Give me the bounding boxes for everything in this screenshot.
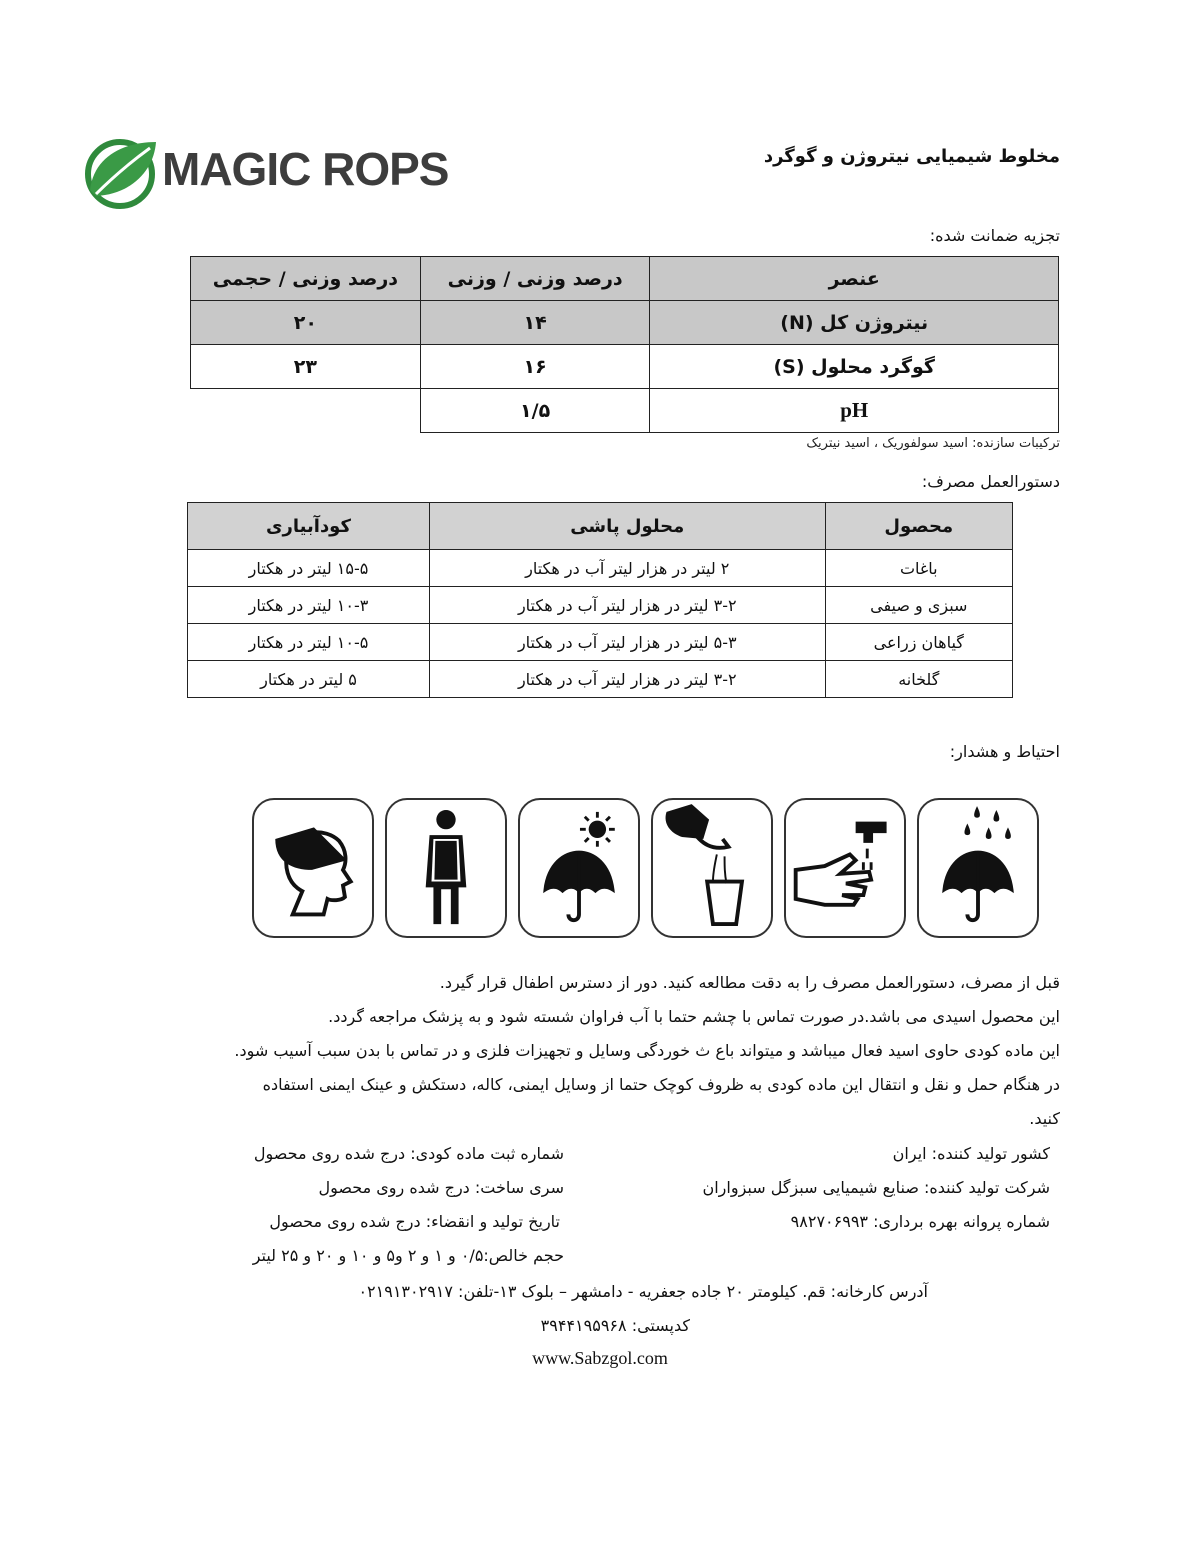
pour-into-cup-icon (651, 798, 773, 938)
volume-info: حجم خالص:۰/۵ و ۱ و ۲ و۵ و ۱۰ و ۲۰ و ۲۵ لیتر (252, 1246, 564, 1265)
column-header: درصد وزنی / وزنی (420, 257, 650, 301)
table-cell: نیتروژن کل (N) (650, 301, 1059, 345)
analysis-label: تجزیه ضمانت شده: (929, 226, 1060, 245)
table-cell: گوگرد محلول (S) (650, 345, 1059, 389)
table-row (188, 624, 1013, 661)
table-header-row (191, 257, 1059, 301)
table-cell: ۱۶ (420, 345, 650, 389)
table-row (188, 587, 1013, 624)
table-cell: ۱۰-۳ لیتر در هکتار (188, 587, 430, 624)
table-cell: ۳-۲ لیتر در هزار لیتر آب در هکتار (429, 661, 825, 698)
table-row (188, 661, 1013, 698)
registration-info: شماره ثبت ماده کودی: درج شده روی محصول (253, 1144, 564, 1163)
table-cell: ۱۴ (420, 301, 650, 345)
table-cell: ۲۰ (191, 301, 421, 345)
leaf-logo-icon (84, 136, 160, 210)
batch-info: سری ساخت: درج شده روی محصول (318, 1178, 564, 1197)
table-cell (191, 389, 421, 433)
analysis-table (190, 256, 1059, 433)
warning-line: در هنگام حمل و نقل و انتقال این ماده کودی به ظروف کوچک حتما از وسایل ایمنی، کاله، دستکش و عینک ایمنی استفاده (262, 1075, 1060, 1094)
table-cell: گلخانه (825, 661, 1012, 698)
brand-logo (84, 136, 449, 210)
face-shield-icon (252, 798, 374, 938)
table-row (191, 389, 1059, 433)
column-header: کودآبیاری (188, 503, 430, 550)
table-cell: ۲۳ (191, 345, 421, 389)
umbrella-sun-icon (518, 798, 640, 938)
table-row (188, 550, 1013, 587)
document-title: مخلوط شیمیایی نیتروژن و گوگرد (763, 146, 1060, 167)
table-header-row (188, 503, 1013, 550)
table-cell: سبزی و صیفی (825, 587, 1012, 624)
table-cell: pH (650, 389, 1059, 433)
components-note: ترکیبات سازنده: اسید سولفوریک ، اسید نیتریک (806, 436, 1060, 451)
country-info: کشور تولید کننده: ایران (892, 1144, 1050, 1163)
umbrella-rain-icon (917, 798, 1039, 938)
column-header: عنصر (650, 257, 1059, 301)
warning-line: این ماده کودی حاوی اسید فعال میباشد و میتواند باع ث خوردگی وسایل و تجهیزات فلزی و در تماس با بدن سبب آسیب شود. (234, 1041, 1060, 1060)
table-cell: ۱۰-۵ لیتر در هکتار (188, 624, 430, 661)
table-cell: ۵-۳ لیتر در هزار لیتر آب در هکتار (429, 624, 825, 661)
usage-label: دستورالعمل مصرف: (921, 472, 1060, 491)
table-cell: ۱/۵ (420, 389, 650, 433)
dates-info: تاریخ تولید و انقضاء: درج شده روی محصول (269, 1212, 560, 1231)
table-row (191, 301, 1059, 345)
website-link[interactable]: www.Sabzgol.com (532, 1348, 668, 1368)
table-cell: گیاهان زراعی (825, 624, 1012, 661)
table-cell: ۳-۲ لیتر در هزار لیتر آب در هکتار (429, 587, 825, 624)
column-header: درصد وزنی / حجمی (191, 257, 421, 301)
table-cell: ۱۵-۵ لیتر در هکتار (188, 550, 430, 587)
protective-apron-icon (385, 798, 507, 938)
column-header: محلول پاشی (429, 503, 825, 550)
wash-hands-icon (784, 798, 906, 938)
table-row (191, 345, 1059, 389)
factory-address: آدرس کارخانه: قم. کیلومتر ۲۰ جاده جعفریه - دامشهر – بلوک ۱۳-تلفن: ۰۲۱۹۱۳۰۲۹۱۷ (358, 1282, 928, 1301)
manufacturer-info: شرکت تولید کننده: صنایع شیمیایی سبزگل سبزواران (702, 1178, 1050, 1197)
caution-label: احتیاط و هشدار: (949, 742, 1060, 761)
table-cell: ۵ لیتر در هکتار (188, 661, 430, 698)
license-info: شماره پروانه بهره برداری: ۹۸۲۷۰۶۹۹۳ (790, 1212, 1050, 1231)
logo-wordmark: MAGIC ROPS (162, 143, 449, 195)
postal-code: کدپستی: ۳۹۴۴۱۹۵۹۶۸ (540, 1316, 690, 1335)
usage-table (187, 502, 1013, 698)
table-cell: باغات (825, 550, 1012, 587)
table-cell: ۲ لیتر در هزار لیتر آب در هکتار (429, 550, 825, 587)
warning-line: قبل از مصرف، دستورالعمل مصرف را به دقت مطالعه کنید. دور از دسترس اطفال قرار گیرد. (439, 973, 1060, 992)
warning-line: کنید. (1029, 1109, 1060, 1128)
warning-line: این محصول اسیدی می باشد.در صورت تماس با چشم حتما با آب فراوان شسته شود و به پزشک مراجعه گردد. (328, 1007, 1060, 1026)
column-header: محصول (825, 503, 1012, 550)
